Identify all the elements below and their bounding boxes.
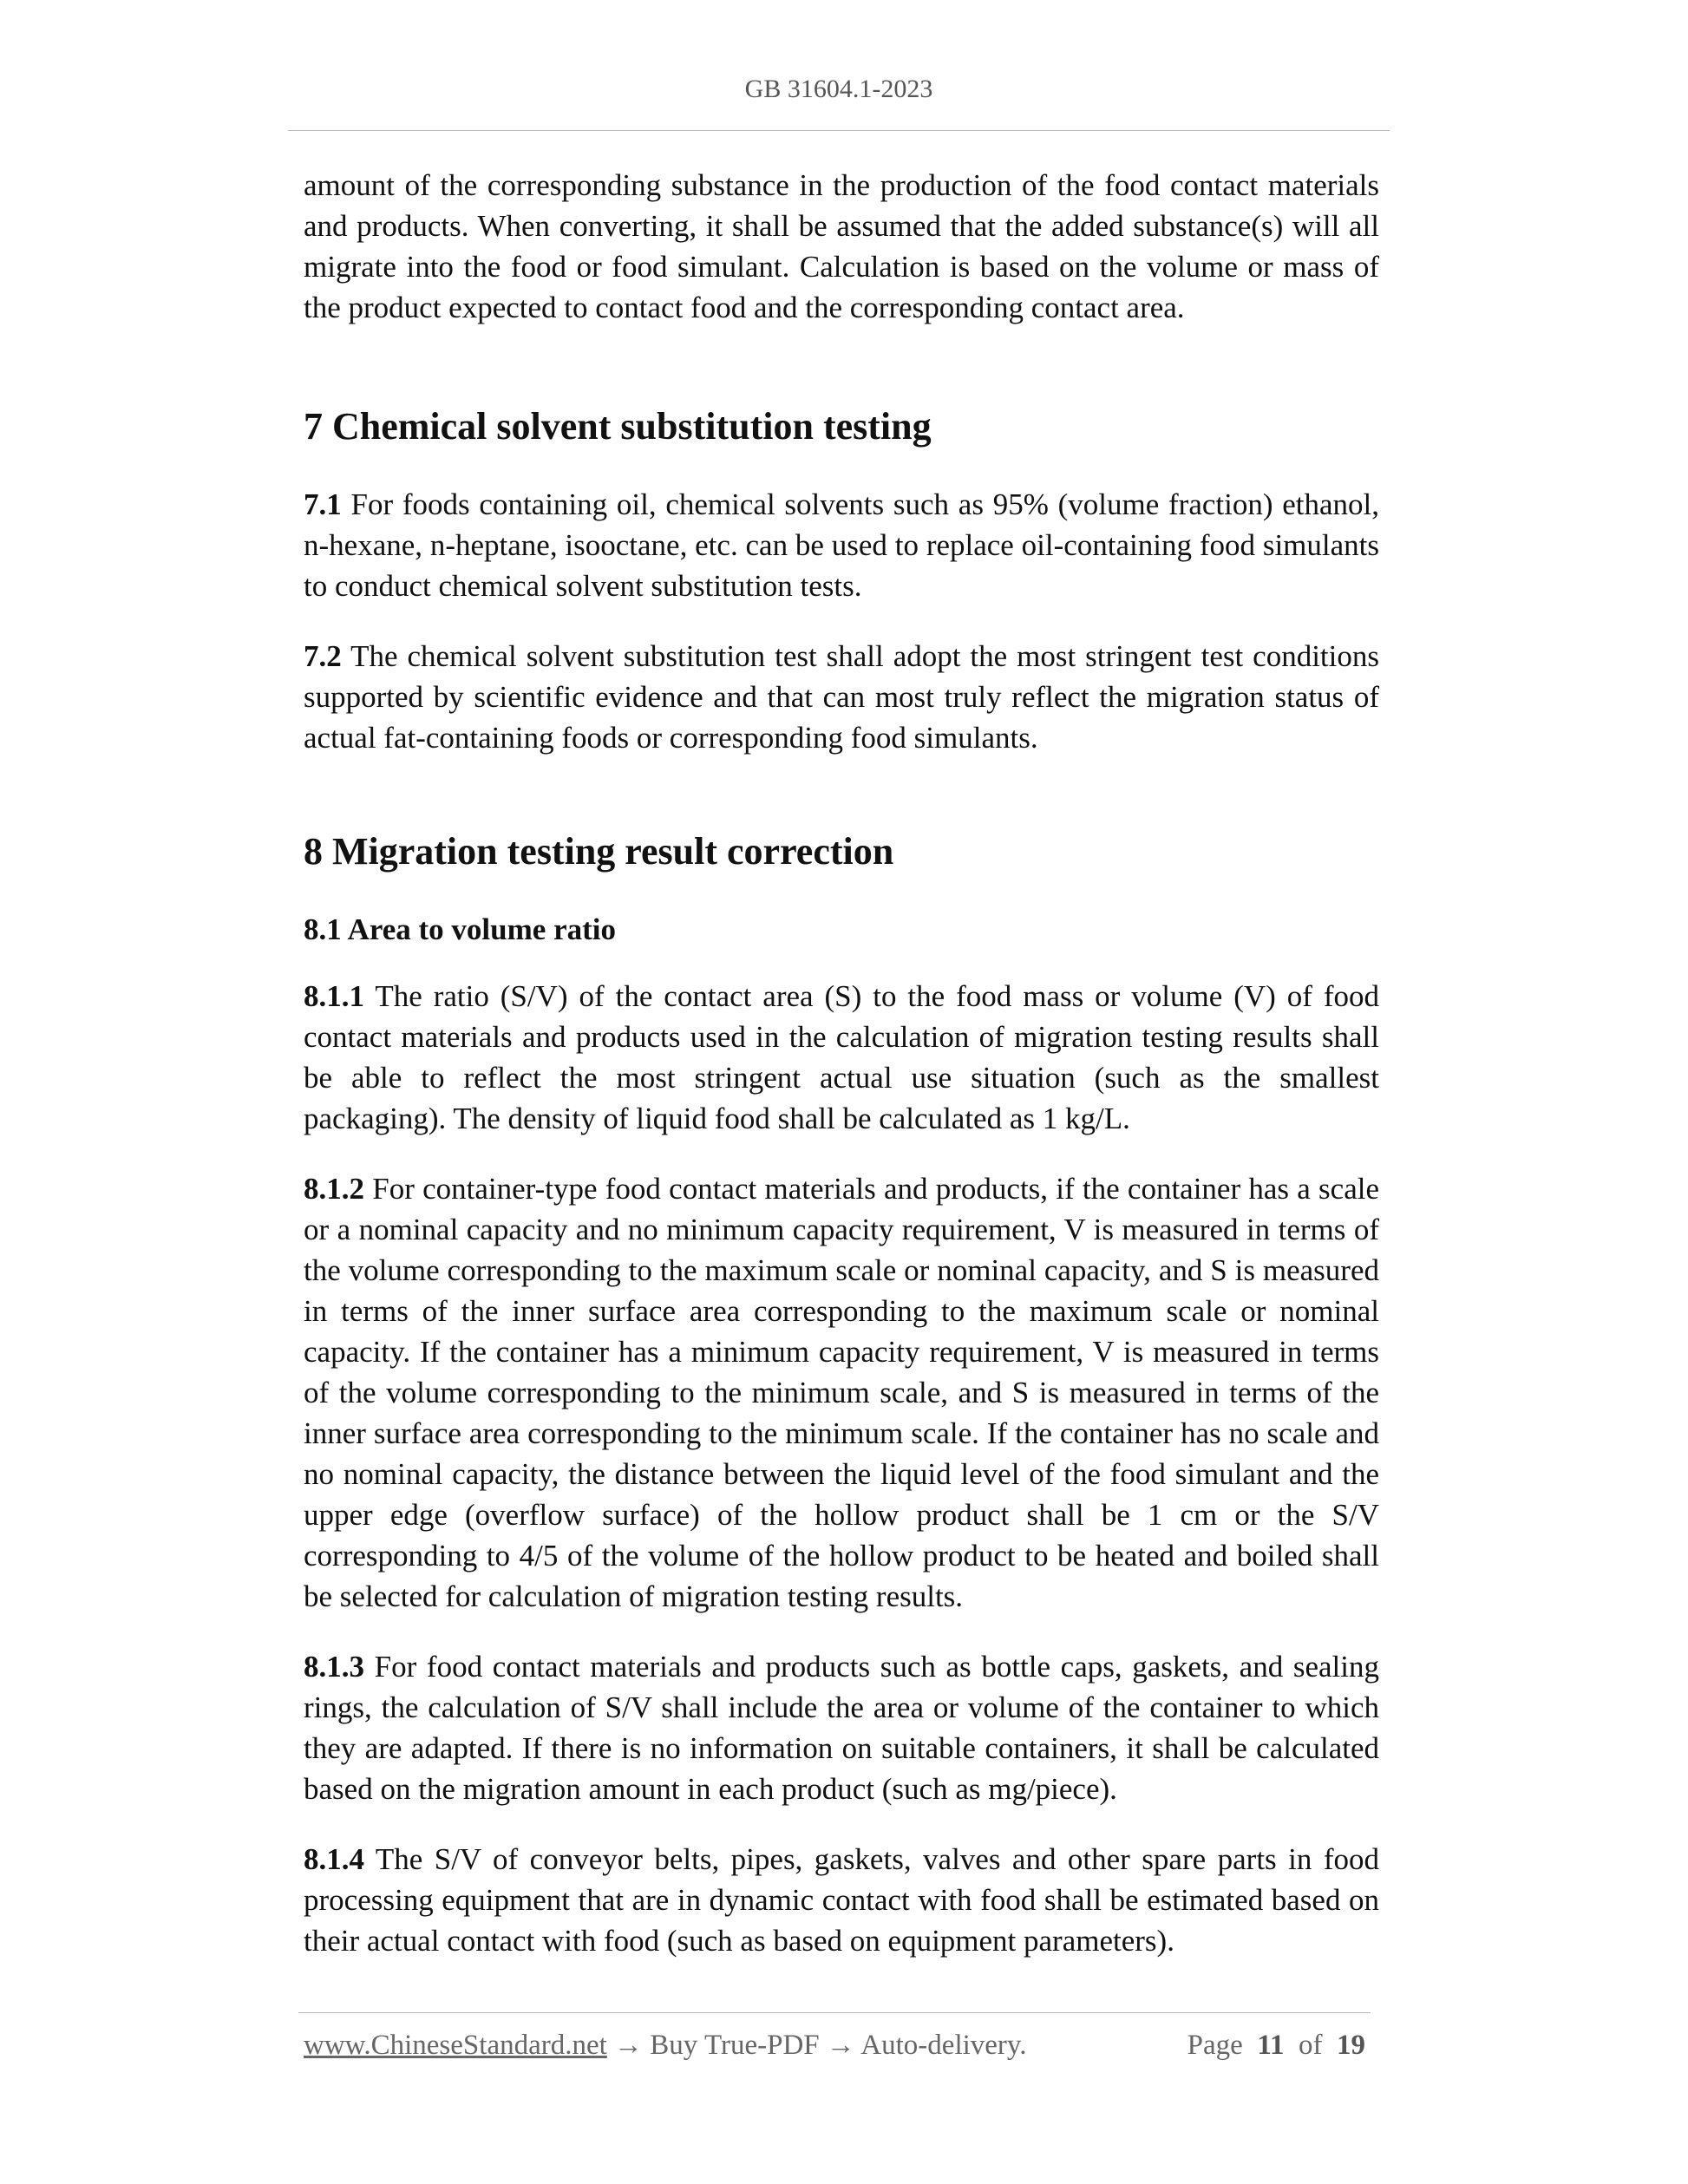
clause-7-2 bbox=[304, 636, 1379, 758]
subsection-8-1-title: 8.1 Area to volume ratio bbox=[304, 912, 616, 946]
auto-delivery-text: → Auto-delivery. bbox=[826, 2030, 1027, 2061]
clause-text: The S/V of conveyor belts, pipes, gaskets, valves and other spare parts in food processing equipment that are in dynamic contact with food shall be estimated based on their actual contact with food (such as based on equipment parameters). bbox=[304, 1842, 1379, 1958]
clause-number: 7.2 bbox=[304, 639, 342, 673]
clause-text: For container-type food contact materials and products, if the container has a scale or a nominal capacity and no minimum capacity requirement, V is measured in terms of the volume corresponding to the maximum scale or nominal capacity, and S is measured in terms of the inner surface area corresponding to the maximum scale or nominal capacity. If the container has a minimum capacity requirement, V is measured in terms of the volume corresponding to the minimum scale, and S is measured in terms of the inner surface area corresponding to the minimum scale. If the container has no scale and no nominal capacity, the distance between the liquid level of the food simulant and the upper edge (overflow surface) of the hollow product shall be 1 cm or the S/V corresponding to 4/5 of the volume of the hollow product to be heated and boiled shall be selected for calculation of migration testing results. bbox=[304, 1172, 1379, 1613]
clause-number: 8.1.4 bbox=[304, 1842, 364, 1876]
clause-number: 8.1.2 bbox=[304, 1172, 364, 1206]
footer-divider bbox=[298, 2012, 1371, 2013]
total-pages-number: 19 bbox=[1337, 2030, 1365, 2061]
clause-text: For foods containing oil, chemical solvents such as 95% (volume fraction) ethanol, n-hexane, n-heptane, isooctane, etc. can be used to replace oil-containing food simulants to conduct chemical solvent substitution tests. bbox=[304, 487, 1380, 603]
section-8-title: 8 Migration testing result correction bbox=[304, 830, 894, 873]
current-page-number: 11 bbox=[1257, 2030, 1285, 2061]
clause-8-1-1 bbox=[304, 976, 1379, 1139]
header-divider bbox=[288, 130, 1390, 131]
clause-number: 8.1.1 bbox=[304, 979, 364, 1013]
clause-text: The chemical solvent substitution test shall adopt the most stringent test conditions supported by scientific evidence and that can most truly reflect the migration status of actual fat-containing foods or corresponding food simulants. bbox=[304, 639, 1379, 755]
page-label: Page bbox=[1187, 2030, 1243, 2061]
document-body bbox=[304, 165, 1379, 1991]
clause-8-1-4 bbox=[304, 1839, 1379, 1961]
clause-number: 8.1.3 bbox=[304, 1650, 364, 1684]
page-indicator bbox=[1187, 2030, 1365, 2062]
clause-8-1-3 bbox=[304, 1646, 1379, 1809]
page-header: GB 31604.1-2023 bbox=[744, 75, 933, 103]
clause-text: The ratio (S/V) of the contact area (S) to the food mass or volume (V) of food contact materials and products used in the calculation of migration testing results shall be able to reflect the most stringent actual use situation (such as the smallest packaging). The density of liquid food shall be calculated as 1 kg/L. bbox=[304, 979, 1379, 1135]
page-footer bbox=[304, 2030, 1371, 2062]
section-7-title: 7 Chemical solvent substitution testing bbox=[304, 405, 932, 448]
intro-paragraph: amount of the corresponding substance in the production of the food contact materials and products. When converting, it shall be assumed that the added substance(s) will all migrate into the food or food simulant. Calculation is based on the volume or mass of the product expected to contact food and the corresponding contact area. bbox=[304, 168, 1379, 324]
site-link[interactable]: www.ChineseStandard.net bbox=[304, 2030, 607, 2061]
buy-pdf-text: → Buy True-PDF bbox=[614, 2030, 820, 2061]
clause-text: For food contact materials and products such as bottle caps, gaskets, and sealing rings, the calculation of S/V shall include the area or volume of the container to which they are adapted. If there is no information on suitable containers, it shall be calculated based on the migration amount in each product (such as mg/piece). bbox=[304, 1650, 1380, 1806]
of-label: of bbox=[1299, 2030, 1323, 2061]
clause-number: 7.1 bbox=[304, 487, 342, 521]
clause-8-1-2 bbox=[304, 1168, 1379, 1617]
clause-7-1 bbox=[304, 484, 1379, 606]
